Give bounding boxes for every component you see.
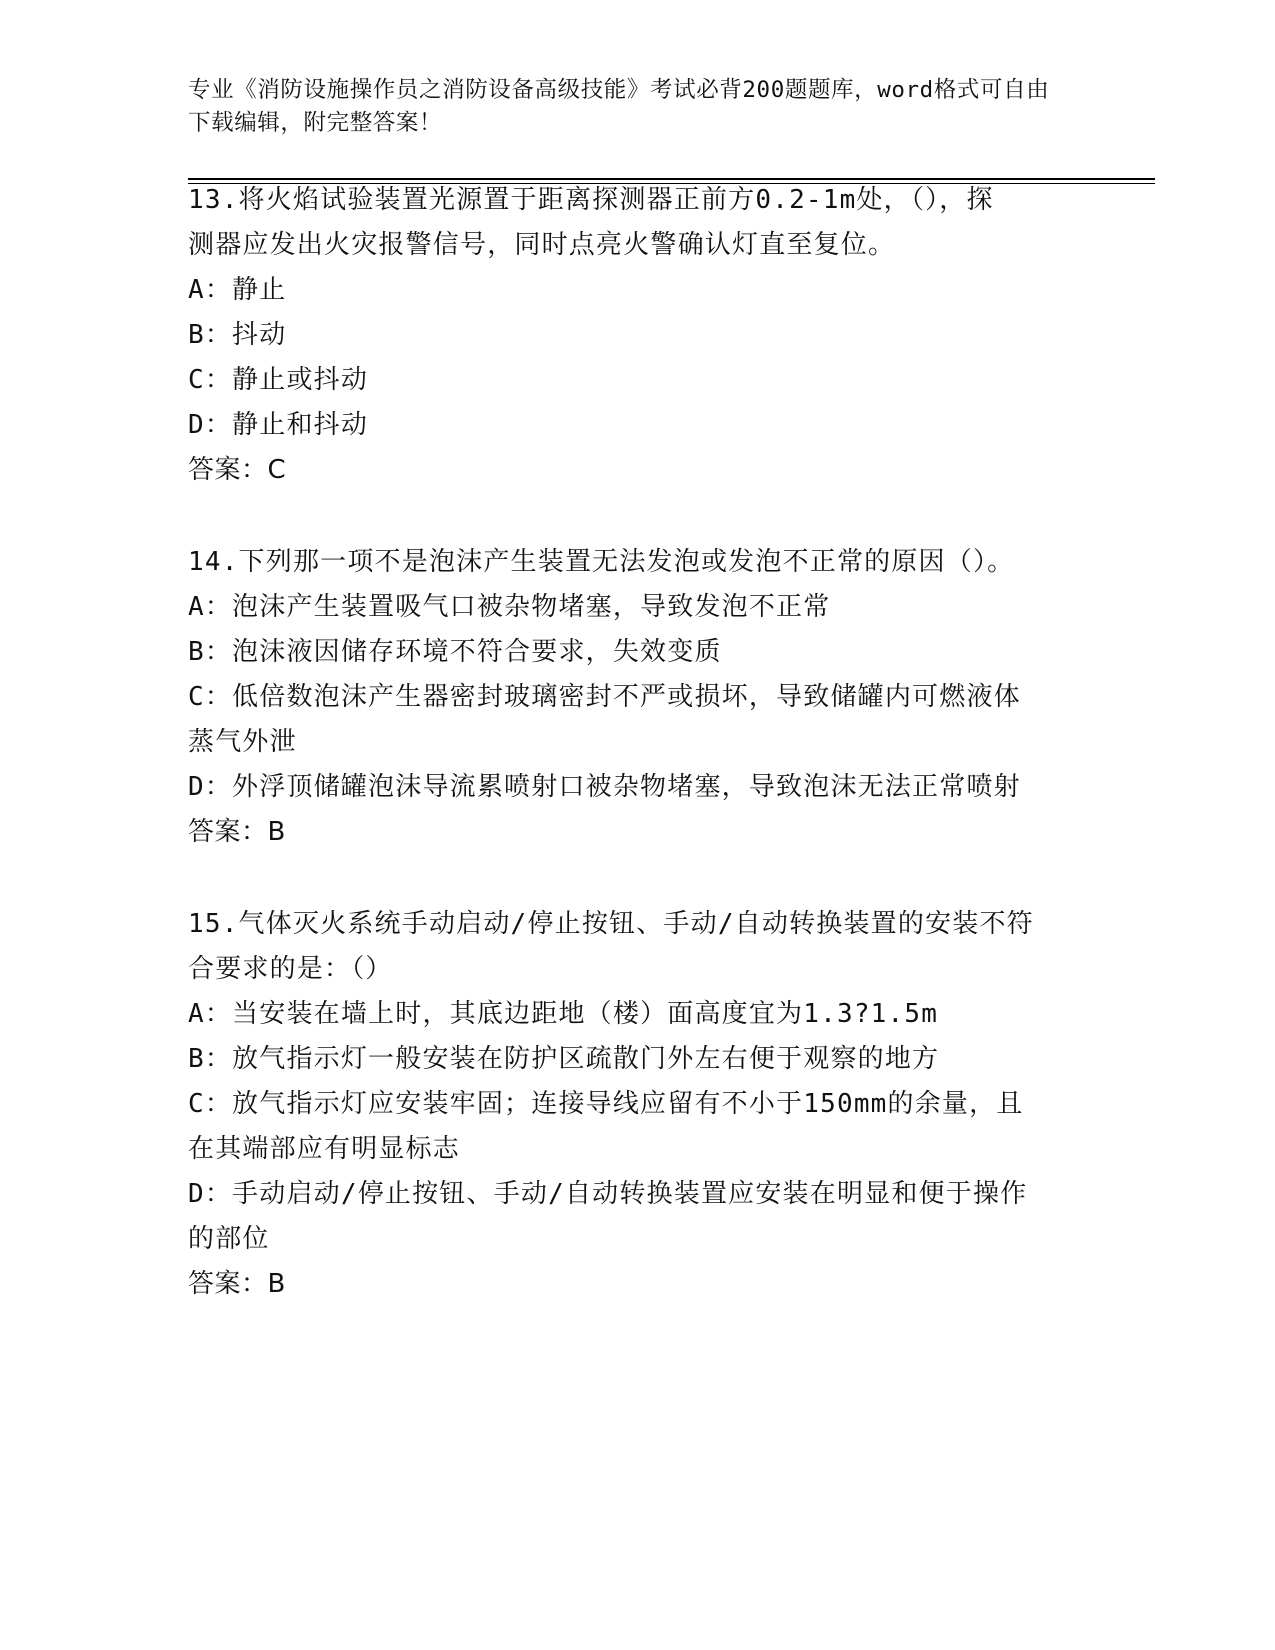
answer-value: B bbox=[267, 817, 286, 847]
question-15-option-b: B：放气指示灯一般安装在防护区疏散门外左右便于观察的地方 bbox=[188, 1044, 940, 1074]
question-13 bbox=[188, 178, 1088, 493]
question-14-answer bbox=[188, 810, 1088, 855]
answer-value: B bbox=[267, 1269, 286, 1299]
answer-label: 答案： bbox=[188, 455, 268, 485]
question-14-option-a: A：泡沫产生装置吸气口被杂物堵塞，导致发泡不正常 bbox=[188, 592, 831, 622]
question-14-option-d: D：外浮顶储罐泡沫导流累喷射口被杂物堵塞，导致泡沫无法正常喷射 bbox=[188, 772, 1021, 802]
question-13-option-b: B：抖动 bbox=[188, 320, 287, 350]
question-14-option-c-line-1: C：低倍数泡沫产生器密封玻璃密封不严或损坏，导致储罐内可燃液体 bbox=[188, 682, 1021, 712]
question-15-option-c-line-1: C：放气指示灯应安装牢固；连接导线应留有不小于150mm的余量，且 bbox=[188, 1089, 1024, 1119]
question-15-answer bbox=[188, 1262, 1088, 1307]
document-header: 专业《消防设施操作员之消防设备高级技能》考试必背200题题库，word格式可自由下载编辑，附完整答案！ bbox=[188, 77, 1050, 136]
question-14-option-c-line-2: 蒸气外泄 bbox=[188, 727, 297, 757]
question-15-option-c-line-2: 在其端部应有明显标志 bbox=[188, 1134, 461, 1164]
question-14-option-b: B：泡沫液因储存环境不符合要求，失效变质 bbox=[188, 637, 722, 667]
question-13-option-c: C：静止或抖动 bbox=[188, 365, 369, 395]
question-13-stem-line-1: 13.将火焰试验装置光源置于距离探测器正前方0.2-1m处，（），探 bbox=[188, 185, 994, 215]
question-15-option-a: A：当安装在墙上时，其底边距地（楼）面高度宜为1.3?1.5m bbox=[188, 999, 939, 1029]
question-15-stem-line-2: 合要求的是：（） bbox=[188, 954, 393, 984]
question-15-option-d-line-2: 的部位 bbox=[188, 1224, 270, 1254]
question-13-option-a: A：静止 bbox=[188, 275, 287, 305]
answer-label: 答案： bbox=[188, 817, 268, 847]
answer-label: 答案： bbox=[188, 1269, 268, 1299]
question-13-stem-line-2: 测器应发出火灾报警信号，同时点亮火警确认灯直至复位。 bbox=[188, 230, 896, 260]
question-15 bbox=[188, 902, 1088, 1307]
question-13-answer bbox=[188, 448, 1088, 493]
question-15-option-d-line-1: D：手动启动/停止按钮、手动/自动转换装置应安装在明显和便于操作 bbox=[188, 1179, 1028, 1209]
question-14-stem-line-1: 14.下列那一项不是泡沫产生装置无法发泡或发泡不正常的原因（）。 bbox=[188, 547, 1015, 577]
answer-value: C bbox=[267, 455, 287, 485]
question-14 bbox=[188, 540, 1088, 855]
question-13-option-d: D：静止和抖动 bbox=[188, 410, 369, 440]
question-15-stem-line-1: 15.气体灭火系统手动启动/停止按钮、手动/自动转换装置的安装不符 bbox=[188, 909, 1034, 939]
